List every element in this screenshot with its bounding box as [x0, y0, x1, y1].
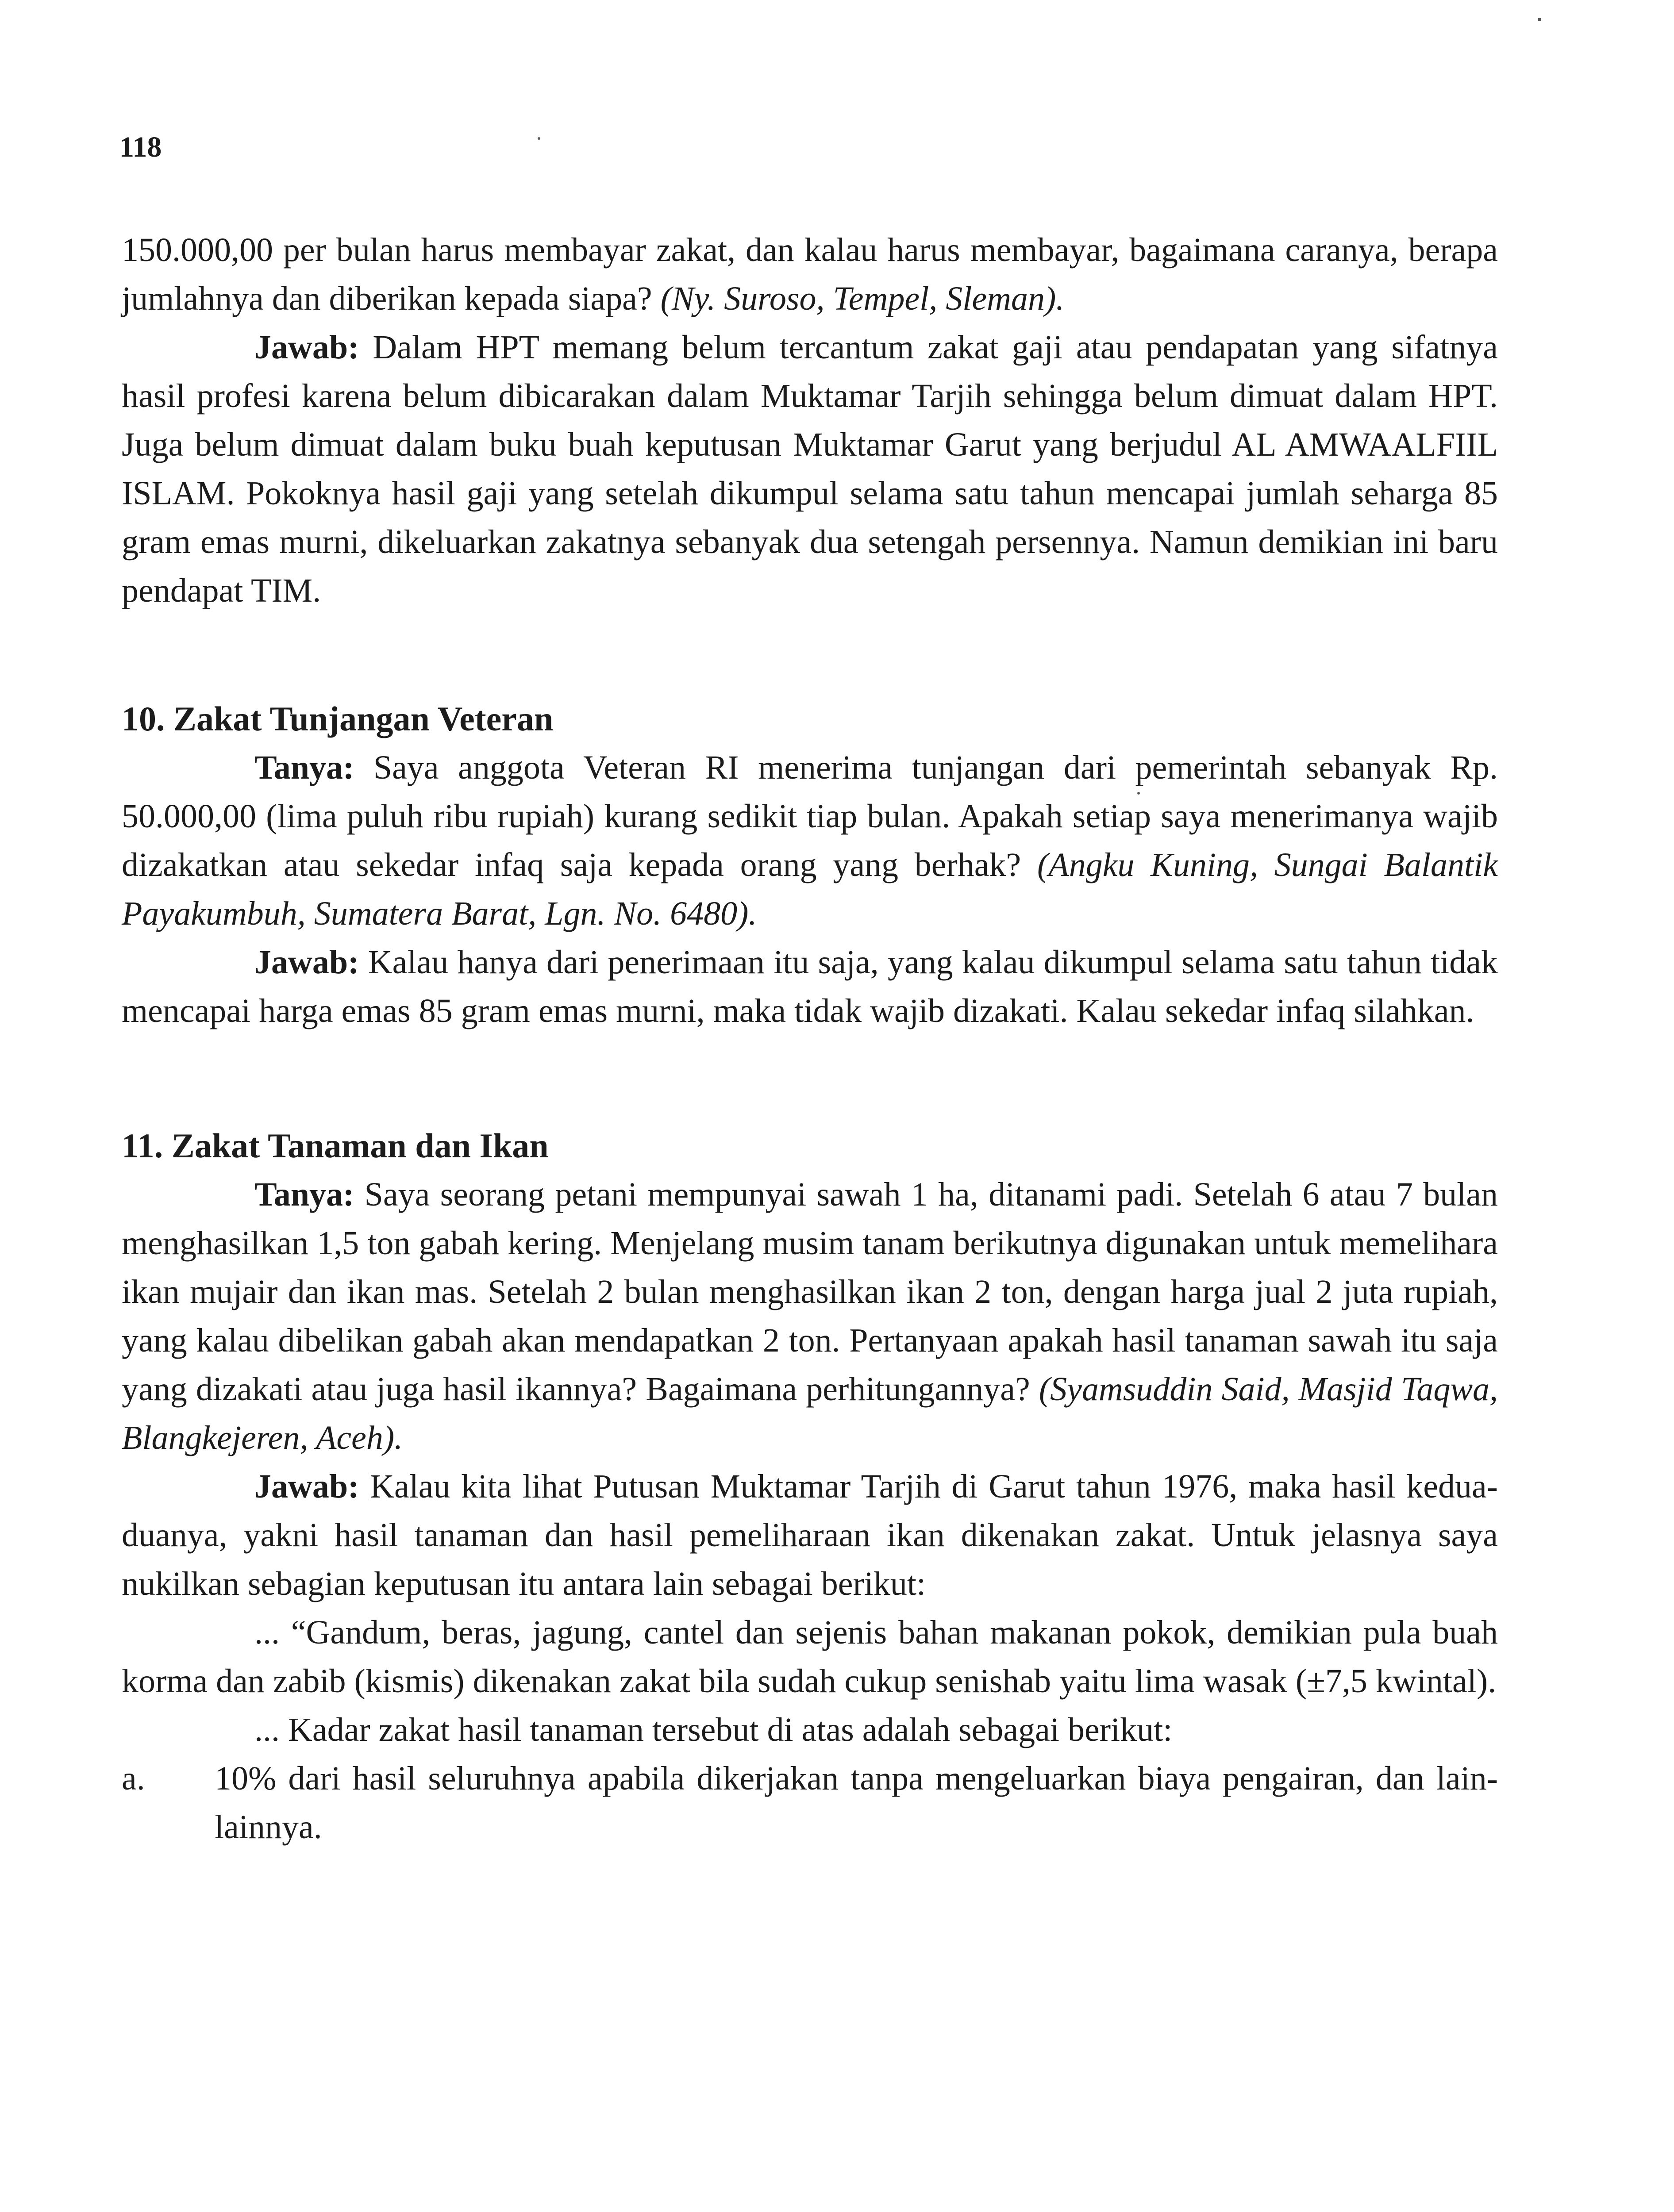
scan-speck: [1538, 18, 1541, 21]
section-11-question-paragraph: [122, 1170, 1498, 1462]
section-10-question-paragraph: [122, 743, 1498, 938]
section-11-question-text: Saya seorang petani mempunyai sawah 1 ha, ditanami padi. Setelah 6 atau 7 bulan menghasilkan 1,5 ton gabah kering. Menjelang musim tanam berikutnya digunakan untuk memelihara ikan mujair dan ikan mas. Setelah 2 bulan menghasilkan ikan 2 ton, dengan harga jual 2 juta rupiah, yang kalau dibelikan gabah akan mendapatkan 2 ton. Pertanyaan apakah hasil tanaman sawah itu saja yang dizakati atau juga hasil ikannya? Bagaimana perhitungannya?: [122, 1176, 1498, 1408]
section-11-quote-2: ... Kadar zakat hasil tanaman tersebut di atas adalah sebagai berikut:: [254, 1711, 1173, 1748]
section-11-quote-1: ... “Gandum, beras, jagung, cantel dan sejenis bahan makanan pokok, demikian pula buah korma dan zabib (kismis) dikenakan zakat bila sudah cukup senishab yaitu lima wasak (±7,5 kwintal).: [122, 1614, 1498, 1700]
section-11-question-source: (Syamsuddin Said, Masjid Taqwa, Blangkejeren, Aceh).: [122, 1371, 1498, 1456]
list-item-text: 10% dari hasil seluruhnya apabila dikerjakan tanpa mengeluarkan biaya pengairan, dan lain-lainnya.: [215, 1760, 1498, 1846]
section-10-answer-text: Kalau hanya dari penerimaan itu saja, yang kalau dikumpul selama satu tahun tidak mencapai harga emas 85 gram emas murni, maka tidak wajib dizakati. Kalau sekedar infaq silahkan.: [122, 944, 1498, 1029]
section-10-question-label: Tanya:: [254, 749, 354, 786]
intro-question-source: (Ny. Suroso, Tempel, Sleman).: [660, 280, 1065, 317]
intro-answer-label: Jawab:: [254, 329, 359, 366]
section-11-answer-text: Kalau kita lihat Putusan Muktamar Tarjih di Garut tahun 1976, maka hasil kedua-duanya, yakni hasil tanaman dan hasil pemeliharaan ikan dikenakan zakat. Untuk jelasnya saya nukilkan sebagian keputusan itu antara lain sebagai berikut:: [122, 1468, 1498, 1602]
section-10-question-source: (Angku Kuning, Sungai Balantik Payakumbuh, Sumatera Barat, Lgn. No. 6480).: [122, 846, 1498, 932]
intro-question-paragraph: [122, 226, 1498, 323]
scan-speck: [538, 137, 540, 140]
section-11-answer-label: Jawab:: [254, 1468, 359, 1505]
section-10-answer-paragraph: [122, 938, 1498, 1035]
page-body: [122, 226, 1498, 1851]
section-11-answer-paragraph: [122, 1462, 1498, 1608]
section-10-answer-label: Jawab:: [254, 944, 359, 981]
section-10-question-text: Saya anggota Veteran RI menerima tunjangan dari pemerintah sebanyak Rp. 50.000,00 (lima puluh ribu rupiah) kurang sedikit tiap bulan. Apakah setiap saya menerimanya wajib dizakatkan atau sekedar infaq saja kepada orang yang berhak?: [122, 749, 1498, 883]
page-number: 118: [119, 131, 162, 163]
list-item-marker: a.: [122, 1760, 145, 1797]
intro-answer-text: Dalam HPT memang belum tercantum zakat gaji atau pendapatan yang sifatnya hasil profesi karena belum dibicarakan dalam Muktamar Tarjih sehingga belum dimuat dalam HPT. Juga belum dimuat dalam buku buah keputusan Muktamar Garut yang berjudul AL AMWAALFIIL ISLAM. Pokoknya hasil gaji yang setelah dikumpul selama satu tahun mencapai jumlah seharga 85 gram emas murni, dikeluarkan zakatnya sebanyak dua setengah persennya. Namun demikian ini baru pendapat TIM.: [122, 329, 1498, 609]
list-item: [122, 1754, 1498, 1851]
intro-question-text: 150.000,00 per bulan harus membayar zakat, dan kalau harus membayar, bagaimana caranya, berapa jumlahnya dan diberikan kepada siapa?: [122, 231, 1498, 317]
section-11-question-label: Tanya:: [254, 1176, 354, 1213]
section-10-heading: 10. Zakat Tunjangan Veteran: [122, 699, 554, 738]
intro-answer-paragraph: [122, 323, 1498, 615]
section-11-heading: 11. Zakat Tanaman dan Ikan: [122, 1126, 549, 1165]
